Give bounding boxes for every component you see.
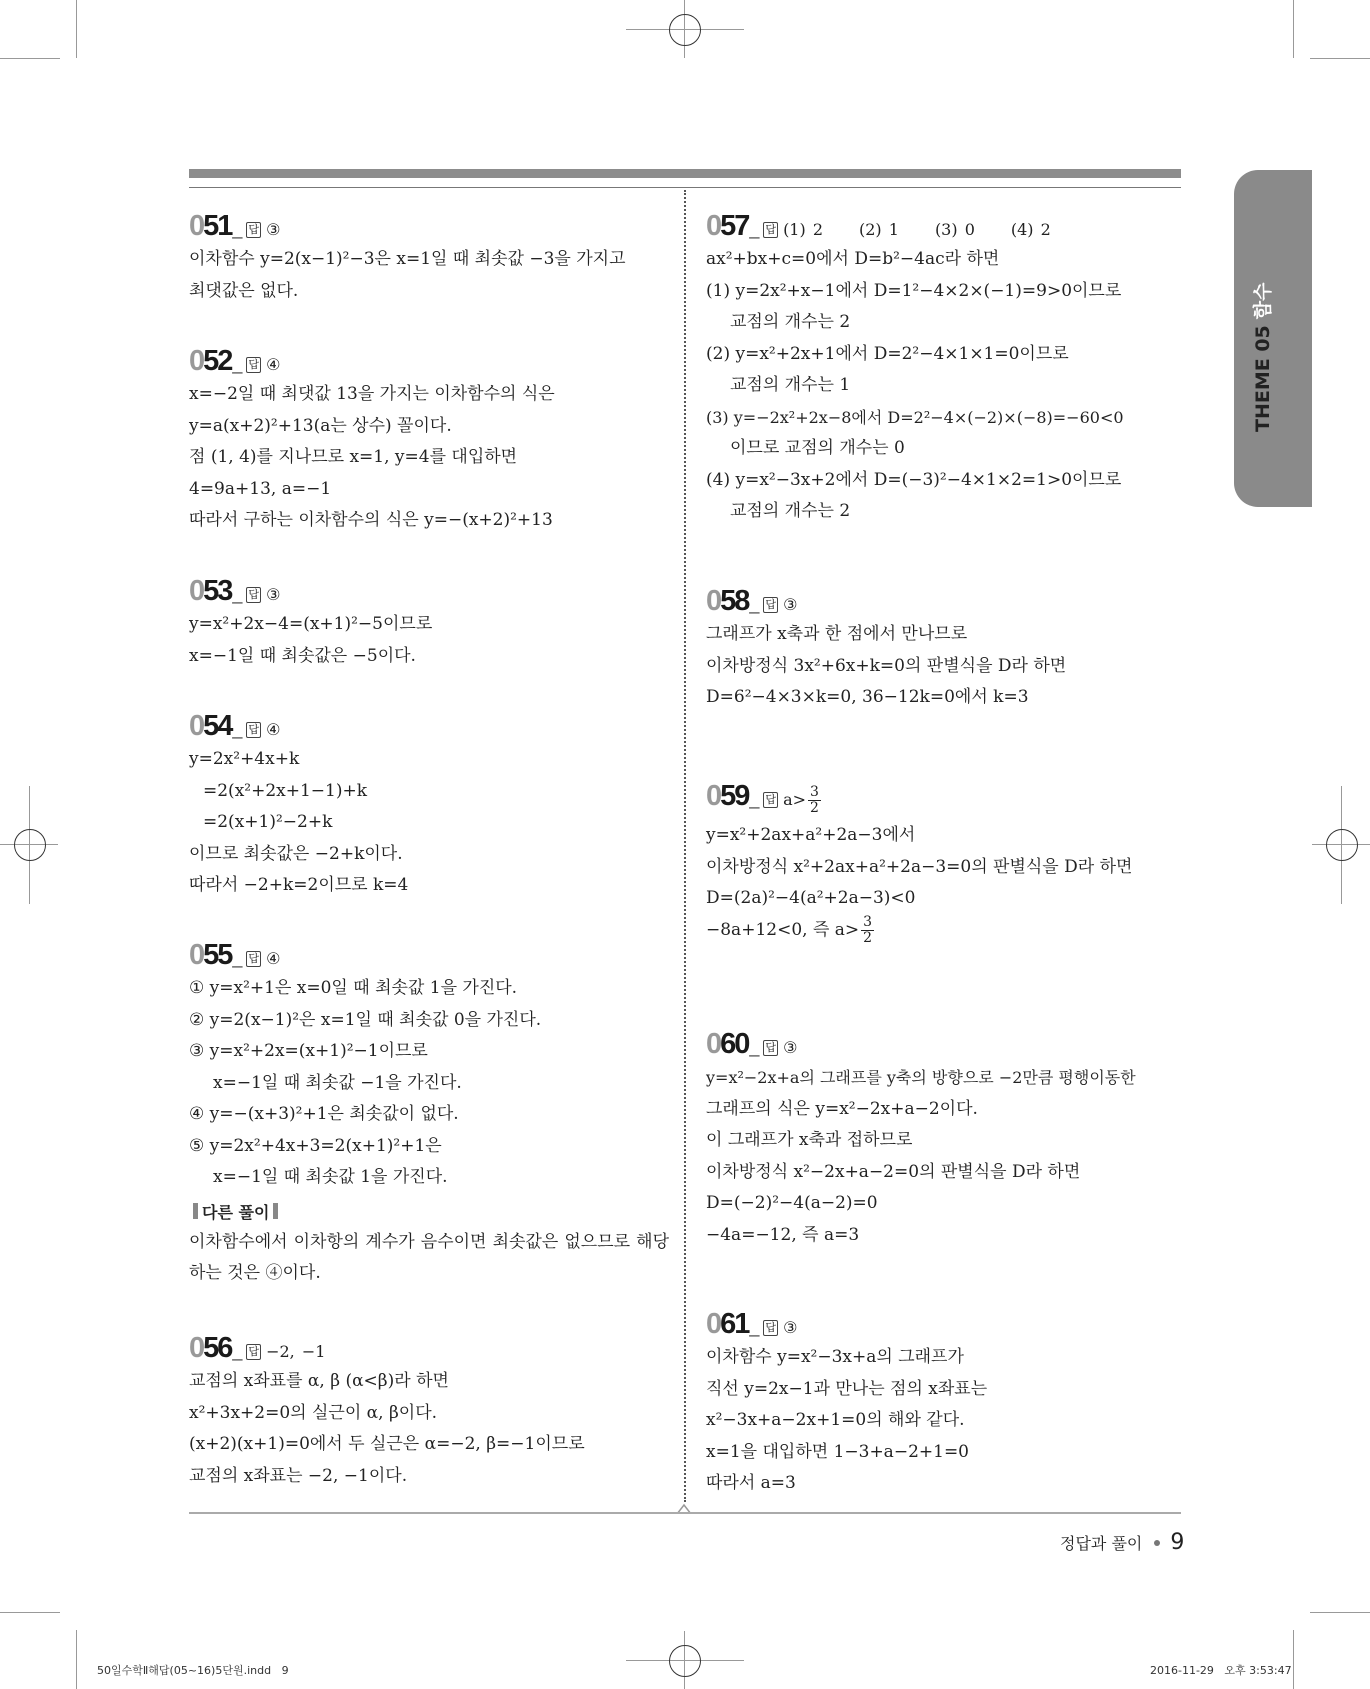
solution-line: 따라서 구하는 이차함수의 식은 y=−(x+2)²+13	[189, 510, 553, 530]
answer-value: ④	[266, 720, 281, 739]
solution-line: 이므로 최솟값은 −2+k이다.	[189, 843, 403, 864]
answer-value: ③	[266, 585, 281, 604]
solution-line: (x+2)(x+1)=0에서 두 실근은 α=−2, β=−1이므로	[189, 1434, 585, 1454]
problem-number: 051_	[189, 210, 241, 242]
solution-line: y=x²+2ax+a²+2a−3에서	[706, 825, 916, 845]
solution-line: x=−1일 때 최솟값 1을 가진다.	[213, 1167, 448, 1187]
solution-line: 점 (1, 4)를 지나므로 x=1, y=4를 대입하면	[189, 447, 518, 467]
fraction: $\frac{3}{2}$	[810, 784, 819, 816]
answer-value: −2, −1	[266, 1342, 326, 1361]
problem-number: 053_	[189, 575, 241, 607]
problem-057	[706, 210, 1186, 528]
answer-badge: 답	[248, 723, 260, 736]
page-number: 9	[1170, 1530, 1185, 1555]
solution-line: 교점의 개수는 2	[730, 501, 851, 521]
answer-value: ③	[783, 1038, 798, 1057]
answer-badge: 답	[765, 1321, 777, 1334]
alternative-solution-label: 다른 풀이	[189, 1200, 669, 1223]
answer-badge: 답	[248, 588, 260, 601]
problem-number: 061_	[706, 1308, 758, 1340]
answer-badge: 답	[765, 223, 777, 236]
solution-line: 이차방정식 x²−2x+a−2=0의 판별식을 D라 하면	[706, 1161, 1081, 1182]
solution-line: −4a=−12, 즉 a=3	[706, 1224, 860, 1245]
solution-line: y=x²−2x+a의 그래프를 y축의 방향으로 −2만큼 평행이동한	[706, 1068, 1136, 1087]
answer-value: ④	[266, 355, 281, 374]
answer-value: ③	[266, 220, 281, 239]
answer-badge: 답	[248, 358, 260, 371]
solution-line: 따라서 a=3	[706, 1473, 796, 1493]
answer-value: a> $\frac{3}{2}$	[783, 784, 819, 816]
problem-number: 058_	[706, 585, 758, 617]
problem-header	[706, 585, 1186, 619]
solution-line: ax²+bx+c=0에서 D=b²−4ac라 하면	[706, 249, 1000, 269]
page-footer	[1060, 1530, 1184, 1555]
problem-059	[706, 780, 1186, 946]
fraction: $\frac{3}{2}$	[863, 913, 873, 946]
solution-line: =2(x²+2x+1−1)+k	[203, 780, 368, 801]
crop-mark	[0, 58, 60, 59]
solution-line: (2) y=x²+2x+1에서 D=2²−4×1×1=0이므로	[706, 343, 1069, 364]
crop-mark	[1293, 0, 1294, 58]
answer-badge: 답	[248, 952, 260, 965]
problem-header	[189, 1332, 669, 1366]
footer-rule	[189, 1512, 1181, 1514]
bullet-icon	[1154, 1540, 1160, 1546]
solution-line: ② y=2(x−1)²은 x=1일 때 최솟값 0을 가진다.	[189, 1009, 542, 1030]
header-bar	[189, 169, 1181, 178]
label-bar-left	[193, 1203, 198, 1219]
problem-number: 057_	[706, 210, 758, 242]
solution-line: x=−1일 때 최솟값 −1을 가진다.	[213, 1072, 462, 1093]
problem-number: 059_	[706, 780, 758, 812]
problem-055	[189, 939, 669, 1290]
footer-section-label: 정답과 풀이	[1060, 1534, 1143, 1553]
problem-061	[706, 1308, 1186, 1500]
answer-badge: 답	[765, 793, 777, 806]
crop-mark	[1310, 1612, 1370, 1613]
solution-line: 이차함수 y=x²−3x+a의 그래프가	[706, 1347, 964, 1367]
problem-header	[706, 1028, 1186, 1062]
solution-line: (3) y=−2x²+2x−8에서 D=2²−4×(−2)×(−8)=−60<0	[706, 407, 1124, 427]
crop-mark	[1293, 1630, 1294, 1689]
crop-mark	[1310, 58, 1370, 59]
alternative-solution-text: 이차함수에서 이차항의 계수가 음수이면 최솟값은 없으므로 해당하는 것은 ④이다.	[189, 1231, 669, 1283]
problem-051	[189, 210, 669, 307]
solution-line: 교점의 개수는 2	[730, 312, 851, 332]
problem-header	[189, 710, 669, 744]
solution-line: y=x²+2x−4=(x+1)²−5이므로	[189, 614, 433, 634]
problem-header	[189, 345, 669, 379]
answer-value: ③	[783, 1318, 798, 1337]
problem-number: 055_	[189, 939, 241, 971]
problem-header	[189, 939, 669, 973]
answer-value: ④	[266, 949, 281, 968]
registration-mark-top	[669, 14, 701, 46]
registration-mark-right	[1326, 829, 1358, 861]
answer-badge: 답	[765, 1041, 777, 1054]
solution-line: x=1을 대입하면 1−3+a−2+1=0	[706, 1441, 970, 1462]
answer-value: (1) 2 (2) 1 (3) 0 (4) 2	[783, 220, 1051, 239]
solution-line: 4=9a+13, a=−1	[189, 478, 332, 499]
solution-line: 이차방정식 x²+2ax+a²+2a−3=0의 판별식을 D라 하면	[706, 856, 1133, 877]
problem-054	[189, 710, 669, 902]
solution-line: 이 그래프가 x축과 접하므로	[706, 1130, 913, 1150]
solution-line: −8a+12<0, 즉 a> $\frac{3}{2}$	[706, 913, 873, 946]
slug-filename: 50일수학Ⅱ해답(05~16)5단원.indd 9	[97, 1664, 289, 1677]
chapter-tab-label	[1248, 282, 1275, 432]
problem-header	[706, 780, 1186, 820]
solution-line: 따라서 −2+k=2이므로 k=4	[189, 875, 409, 895]
problem-056	[189, 1332, 669, 1492]
registration-mark-bottom	[669, 1645, 701, 1677]
solution-line: 최댓값은 없다.	[189, 280, 299, 301]
solution-line: 이차방정식 3x²+6x+k=0의 판별식을 D라 하면	[706, 655, 1067, 676]
solution-line: 이차함수 y=2(x−1)²−3은 x=1일 때 최솟값 −3을 가지고	[189, 249, 626, 269]
answer-badge: 답	[248, 223, 260, 236]
solution-line: 직선 y=2x−1과 만나는 점의 x좌표는	[706, 1378, 988, 1399]
crop-mark	[76, 1630, 77, 1689]
solution-line: =2(x+1)²−2+k	[203, 812, 333, 832]
registration-mark-left	[14, 829, 46, 861]
problem-053	[189, 575, 669, 672]
solution-line: ⑤ y=2x²+4x+3=2(x+1)²+1은	[189, 1135, 442, 1156]
answer-badge: 답	[248, 1345, 260, 1358]
solution-line: D=(−2)²−4(a−2)=0	[706, 1193, 878, 1213]
solution-line: x²−3x+a−2x+1=0의 해와 같다.	[706, 1410, 965, 1430]
solution-line: 그래프의 식은 y=x²−2x+a−2이다.	[706, 1098, 978, 1119]
solution-line: 그래프가 x축과 한 점에서 만나므로	[706, 624, 968, 644]
solution-line: 교점의 x좌표를 α, β (α<β)라 하면	[189, 1371, 449, 1391]
problem-header	[189, 210, 669, 244]
solution-line: (1) y=2x²+x−1에서 D=1²−4×2×(−1)=9>0이므로	[706, 280, 1122, 301]
problem-052	[189, 345, 669, 537]
crop-mark	[0, 1612, 60, 1613]
solution-line: 교점의 개수는 1	[730, 375, 851, 395]
solution-line: D=(2a)²−4(a²+2a−3)<0	[706, 888, 916, 908]
problem-number: 056_	[189, 1332, 241, 1364]
problem-number: 054_	[189, 710, 241, 742]
problem-number: 060_	[706, 1028, 758, 1060]
solution-line: (4) y=x²−3x+2에서 D=(−3)²−4×1×2=1>0이므로	[706, 469, 1122, 490]
solution-line: y=a(x+2)²+13(a는 상수) 꼴이다.	[189, 415, 452, 436]
solution-line: 교점의 x좌표는 −2, −1이다.	[189, 1465, 408, 1486]
slug-timestamp: 2016-11-29 오후 3:53:47	[1150, 1664, 1292, 1677]
chapter-topic: 함수	[1252, 282, 1274, 320]
solution-line: x=−2일 때 최댓값 13을 가지는 이차함수의 식은	[189, 384, 555, 404]
chapter-theme: THEME 05	[1252, 325, 1274, 432]
label-bar-right	[273, 1203, 278, 1219]
problem-header	[706, 210, 1186, 244]
header-rule	[189, 187, 1181, 188]
crop-mark	[76, 0, 77, 58]
solution-line: ① y=x²+1은 x=0일 때 최솟값 1을 가진다.	[189, 978, 518, 998]
problem-058	[706, 585, 1186, 714]
column-divider	[684, 190, 686, 1502]
problem-060	[706, 1028, 1186, 1251]
solution-line: ③ y=x²+2x=(x+1)²−1이므로	[189, 1041, 428, 1061]
solution-line: 이므로 교점의 개수는 0	[730, 438, 905, 458]
problem-header	[706, 1308, 1186, 1342]
solution-line: D=6²−4×3×k=0, 36−12k=0에서 k=3	[706, 687, 1029, 707]
solution-line: ④ y=−(x+3)²+1은 최솟값이 없다.	[189, 1104, 459, 1124]
problem-number: 052_	[189, 345, 241, 377]
problem-header	[189, 575, 669, 609]
solution-line: x²+3x+2=0의 실근이 α, β이다.	[189, 1402, 438, 1423]
solution-line: y=2x²+4x+k	[189, 749, 300, 769]
answer-badge: 답	[765, 598, 777, 611]
solution-line: x=−1일 때 최솟값은 −5이다.	[189, 645, 416, 666]
answer-value: ③	[783, 595, 798, 614]
